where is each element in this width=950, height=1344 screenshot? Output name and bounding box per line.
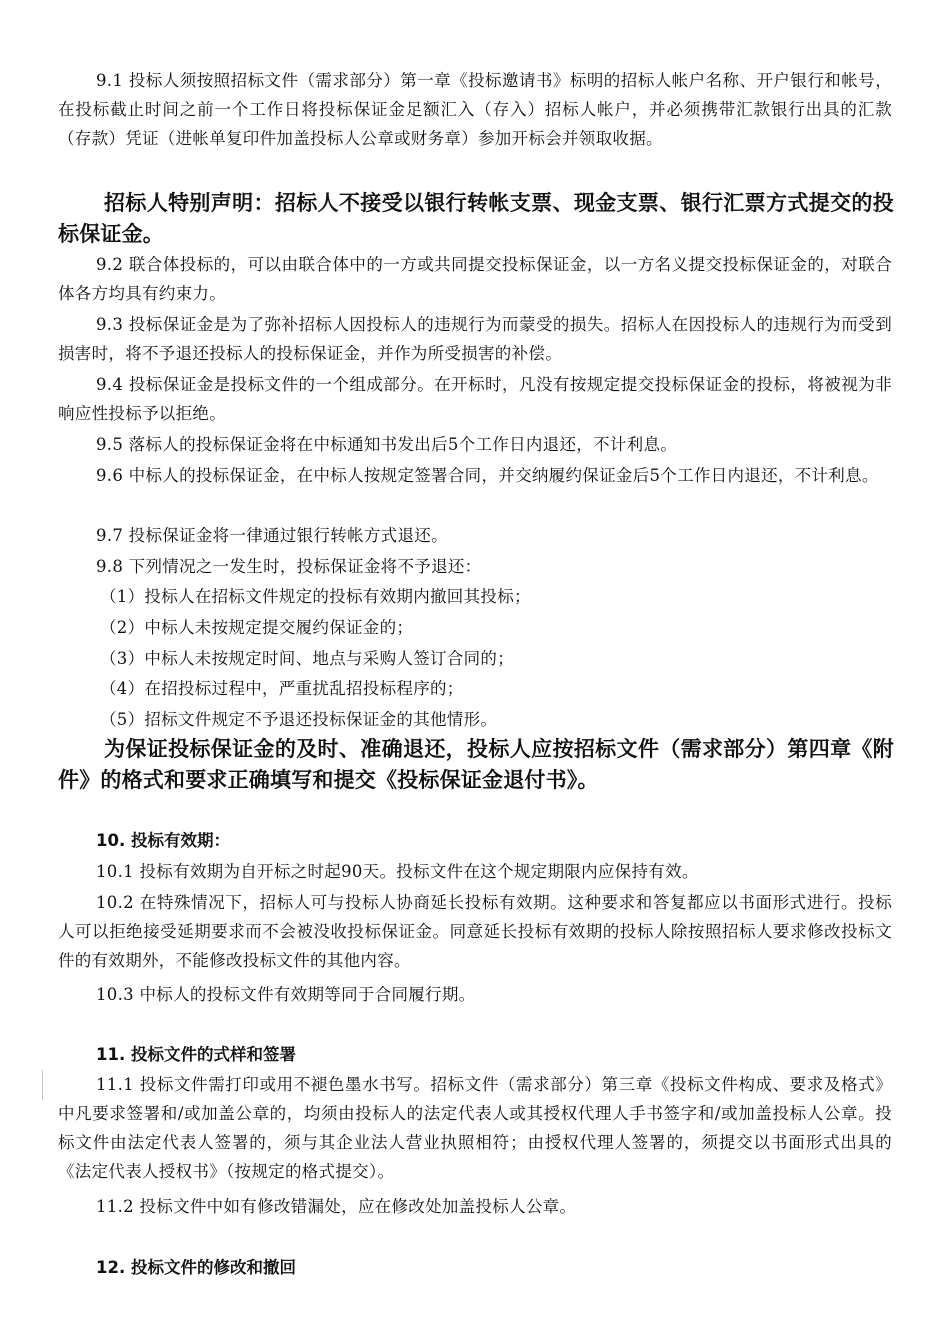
paragraph-11-1: 11.1 投标文件需打印或用不褪色墨水书写。招标文件（需求部分）第三章《投标文件构成、要求及格式》中凡要求签署和/或加盖公章的，均须由投标人的法定代表人或其授权代理人手书签字和/或加盖投标人公章。投标文件由法定代表人签署的，须与其企业法人营业执照相符；由授权代理人签署的，须提交以书面形式出具的《法定代表人授权书》（按规定的格式提交）。 [58,1075,892,1181]
paragraph-9-2: 9.2 联合体投标的，可以由联合体中的一方或共同提交投标保证金，以一方名义提交投标保证金的，对联合体各方均具有约束力。 [58,255,892,303]
list-item: （4）在招投标过程中，严重扰乱招投标程序的； [100,679,464,698]
paragraph-11-2: 11.2 投标文件中如有修改错漏处，应在修改处加盖投标人公章。 [96,1197,577,1216]
paragraph-9-7: 9.7 投标保证金将一律通过银行转帐方式退还。 [96,526,448,545]
section-10-heading: 10. 投标有效期： [96,831,230,850]
list-item: （1）投标人在招标文件规定的投标有效期内撤回其投标； [100,587,531,606]
paragraph-9-3: 9.3 投标保证金是为了弥补招标人因投标人的违规行为而蒙受的损失。招标人在因投标人的违规行为而受到损害时，将不予退还投标人的投标保证金，并作为所受损害的补偿。 [58,315,892,363]
paragraph-10-2: 10.2 在特殊情况下，招标人可与投标人协商延长投标有效期。这种要求和答复都应以书面形式进行。投标人可以拒绝接受延期要求而不会被没收投标保证金。同意延长投标有效期的投标人除按照招标人要求修改投标文件的有效期外，不能修改投标文件的其他内容。 [58,893,892,970]
refund-note: 为保证投标保证金的及时、准确退还，投标人应按招标文件（需求部分）第四章《附件》的格式和要求正确填写和提交《投标保证金退付书》。 [58,737,894,792]
special-declaration: 招标人特别声明：招标人不接受以银行转帐支票、现金支票、银行汇票方式提交的投标保证金。 [58,191,894,246]
section-11-heading: 11. 投标文件的式样和签署 [96,1045,296,1064]
section-12-heading: 12. 投标文件的修改和撤回 [96,1258,296,1277]
list-item: （5）招标文件规定不予退还投标保证金的其他情形。 [100,710,498,729]
paragraph-9-1: 9.1 投标人须按照招标文件（需求部分）第一章《投标邀请书》标明的招标人帐户名称、开户银行和帐号，在投标截止时间之前一个工作日将投标保证金足额汇入（存入）招标人帐户，并必须携带汇款银行出具的汇款（存款）凭证（进帐单复印件加盖投标人公章或财务章）参加开标会并领取收据。 [58,71,892,148]
paragraph-10-1: 10.1 投标有效期为自开标之时起90天。投标文件在这个规定期限内应保持有效。 [96,862,699,881]
paragraph-10-3: 10.3 中标人的投标文件有效期等同于合同履行期。 [96,985,476,1004]
paragraph-9-6: 9.6 中标人的投标保证金，在中标人按规定签署合同，并交纳履约保证金后5个工作日内退还，不计利息。 [96,466,879,485]
list-item: （2）中标人未按规定提交履约保证金的； [100,618,414,637]
paragraph-9-5: 9.5 落标人的投标保证金将在中标通知书发出后5个工作日内退还，不计利息。 [96,435,678,454]
paragraph-9-4: 9.4 投标保证金是投标文件的一个组成部分。在开标时，凡没有按规定提交投标保证金的投标，将被视为非响应性投标予以拒绝。 [58,375,892,423]
text-cursor [42,1070,43,1100]
paragraph-9-8: 9.8 下列情况之一发生时，投标保证金将不予退还： [96,557,482,576]
list-item: （3）中标人未按规定时间、地点与采购人签订合同的； [100,649,514,668]
